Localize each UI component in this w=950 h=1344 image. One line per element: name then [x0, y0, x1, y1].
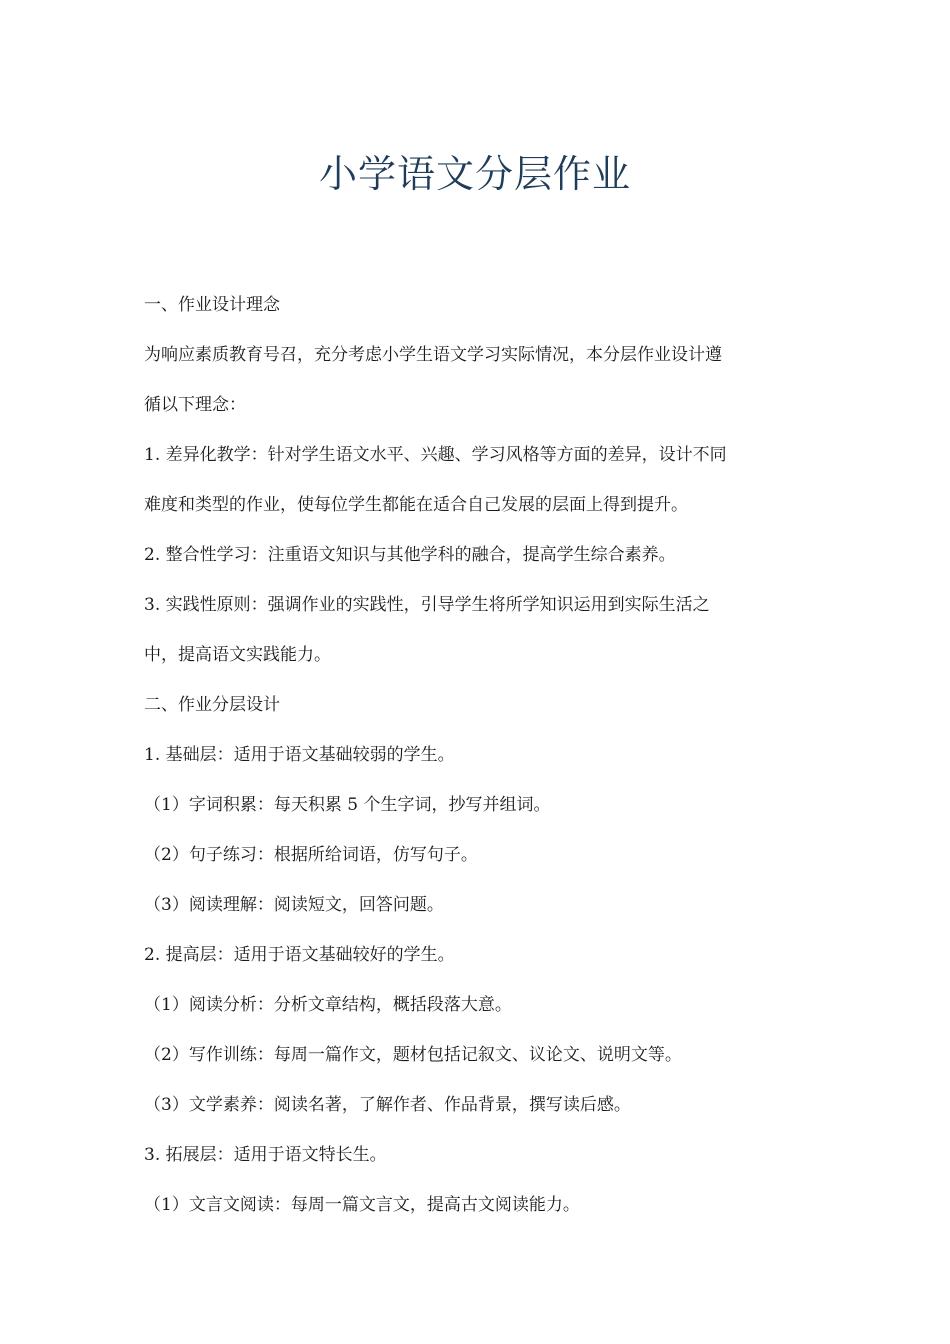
sub-list-item: （2）写作训练：每周一篇作文，题材包括记叙文、议论文、说明文等。 [144, 1045, 682, 1065]
sub-list-item: （2）句子练习：根据所给词语，仿写句子。 [144, 845, 478, 865]
list-item: 2. 整合性学习：注重语文知识与其他学科的融合，提高学生综合素养。 [144, 545, 676, 565]
paragraph-line: 难度和类型的作业，使每位学生都能在适合自己发展的层面上得到提升。 [144, 495, 688, 515]
paragraph-line: 循以下理念： [144, 395, 246, 415]
sub-list-item: （1）字词积累：每天积累 5 个生字词，抄写并组词。 [144, 795, 551, 815]
sub-list-item: （3）文学素养：阅读名著，了解作者、作品背景，撰写读后感。 [144, 1095, 631, 1115]
document-body [144, 280, 814, 1230]
section-heading-concept: 一、作业设计理念 [144, 295, 280, 315]
page-title: 小学语文分层作业 [318, 152, 631, 196]
list-item: 2. 提高层：适用于语文基础较好的学生。 [144, 945, 455, 965]
list-item: 3. 拓展层：适用于语文特长生。 [144, 1145, 387, 1165]
paragraph-line: 为响应素质教育号召，充分考虑小学生语文学习实际情况，本分层作业设计遵 [144, 345, 722, 365]
list-item: 1. 差异化教学：针对学生语文水平、兴趣、学习风格等方面的差异，设计不同 [144, 445, 727, 465]
paragraph-line: 中，提高语文实践能力。 [144, 645, 331, 665]
sub-list-item: （3）阅读理解：阅读短文，回答问题。 [144, 895, 444, 915]
sub-list-item: （1）文言文阅读：每周一篇文言文，提高古文阅读能力。 [144, 1195, 580, 1215]
list-item: 3. 实践性原则：强调作业的实践性，引导学生将所学知识运用到实际生活之 [144, 595, 710, 615]
section-heading-design: 二、作业分层设计 [144, 695, 280, 715]
list-item: 1. 基础层：适用于语文基础较弱的学生。 [144, 745, 455, 765]
sub-list-item: （1）阅读分析：分析文章结构，概括段落大意。 [144, 995, 512, 1015]
